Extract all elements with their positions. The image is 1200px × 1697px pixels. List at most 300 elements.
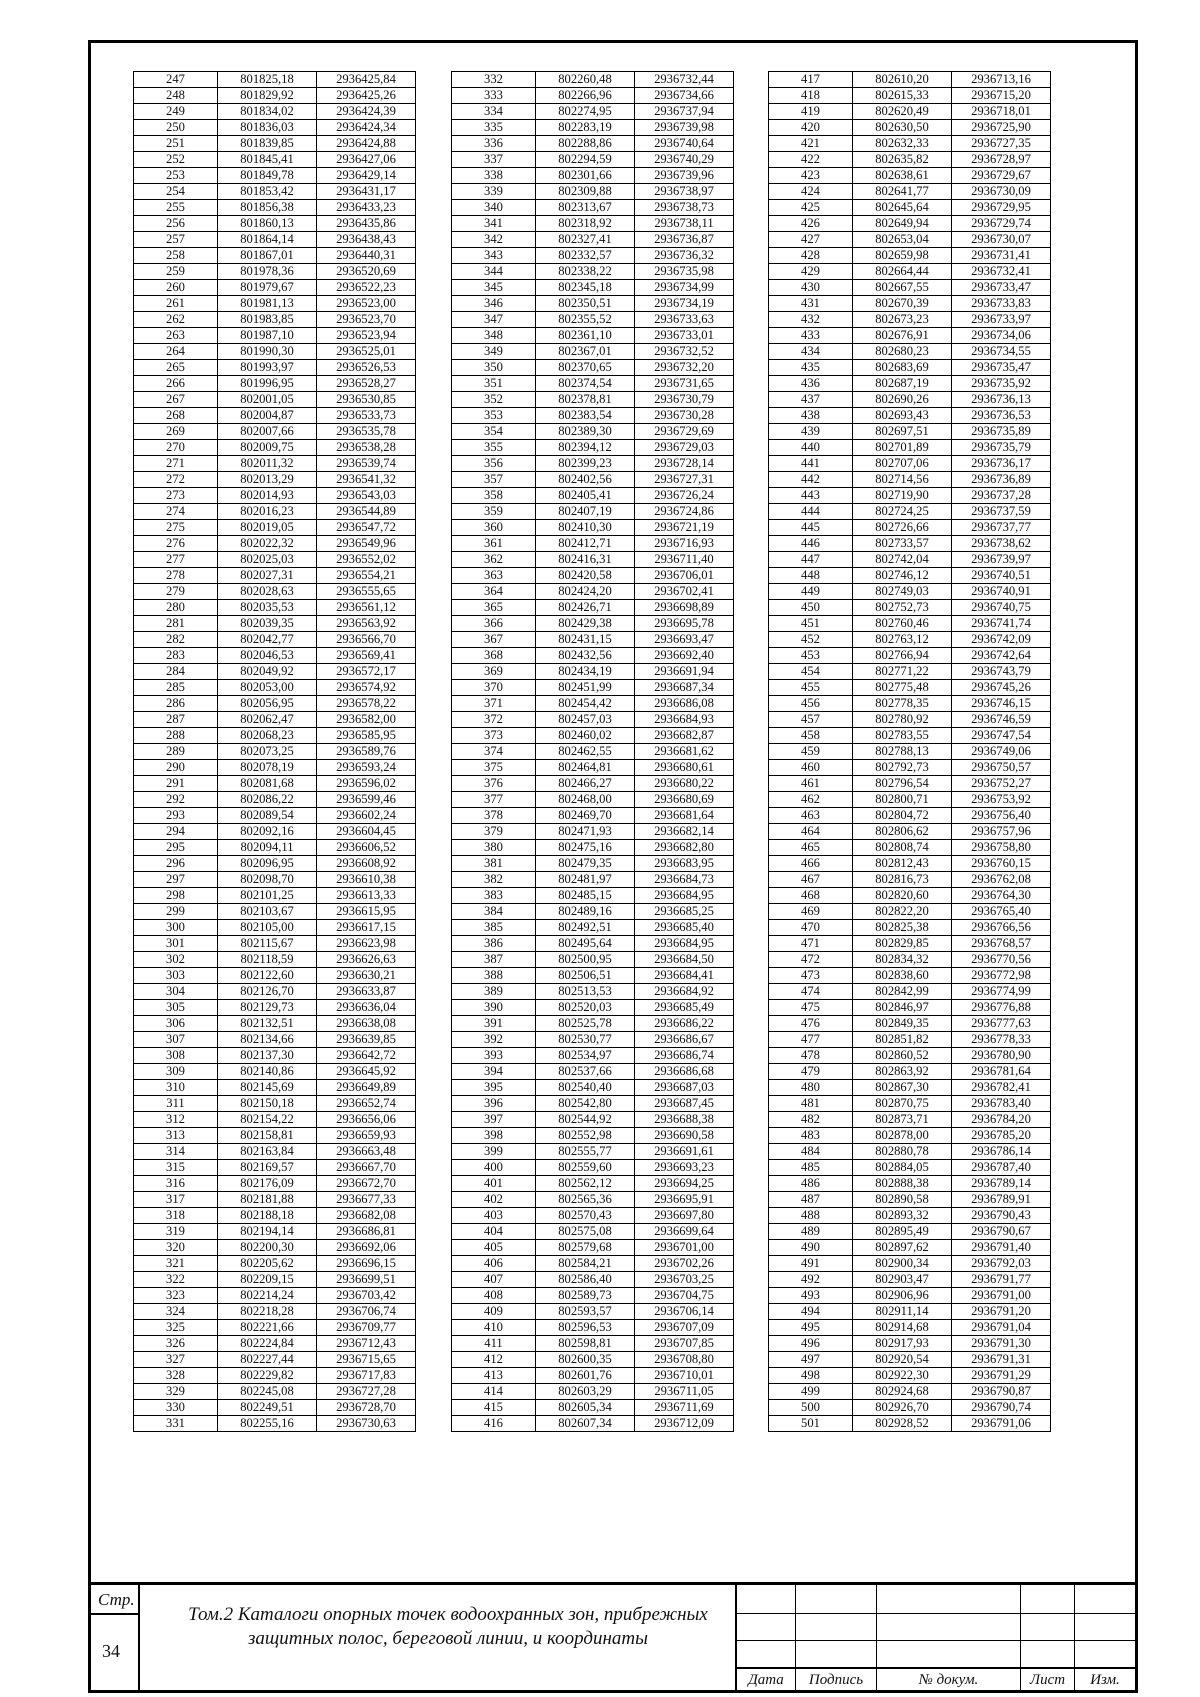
- coord-x: 802822,20: [853, 904, 952, 920]
- coord-y: 2936602,24: [317, 808, 416, 824]
- coord-x: 802338,22: [536, 264, 635, 280]
- point-number: 386: [452, 936, 536, 952]
- coord-x: 802697,51: [853, 424, 952, 440]
- coord-y: 2936734,66: [635, 88, 734, 104]
- table-row: [452, 1352, 734, 1368]
- coord-y: 2936585,95: [317, 728, 416, 744]
- coord-x: 802122,60: [218, 968, 317, 984]
- coord-x: 802086,22: [218, 792, 317, 808]
- coord-y: 2936691,94: [635, 664, 734, 680]
- point-number: 423: [769, 168, 853, 184]
- coord-x: 802089,54: [218, 808, 317, 824]
- table-row: [452, 280, 734, 296]
- point-number: 322: [134, 1272, 218, 1288]
- coord-y: 2936535,78: [317, 424, 416, 440]
- coord-y: 2936738,73: [635, 200, 734, 216]
- coord-x: 802559,60: [536, 1160, 635, 1176]
- coord-y: 2936735,92: [952, 376, 1051, 392]
- coord-x: 802004,87: [218, 408, 317, 424]
- coord-x: 802046,53: [218, 648, 317, 664]
- table-row: [769, 1368, 1051, 1384]
- table-row: [452, 1224, 734, 1240]
- table-row: [452, 584, 734, 600]
- point-number: 353: [452, 408, 536, 424]
- header-signature: Подпись: [808, 1672, 864, 1688]
- coord-y: 2936730,28: [635, 408, 734, 424]
- table-row: [452, 360, 734, 376]
- coord-y: 2936724,86: [635, 504, 734, 520]
- point-number: 446: [769, 536, 853, 552]
- table-row: [769, 1304, 1051, 1320]
- coord-x: 802011,32: [218, 456, 317, 472]
- table-row: [769, 184, 1051, 200]
- point-number: 409: [452, 1304, 536, 1320]
- coord-x: 802194,14: [218, 1224, 317, 1240]
- coord-x: 802092,16: [218, 824, 317, 840]
- table-row: [769, 824, 1051, 840]
- point-number: 326: [134, 1336, 218, 1352]
- coord-x: 802227,44: [218, 1352, 317, 1368]
- coord-x: 802846,97: [853, 1000, 952, 1016]
- table-row: [134, 664, 416, 680]
- table-row: [134, 280, 416, 296]
- point-number: 443: [769, 488, 853, 504]
- coord-x: 802893,32: [853, 1208, 952, 1224]
- point-number: 345: [452, 280, 536, 296]
- coord-y: 2936711,05: [635, 1384, 734, 1400]
- table-row: [769, 264, 1051, 280]
- coord-x: 802693,43: [853, 408, 952, 424]
- coord-x: 802283,19: [536, 120, 635, 136]
- point-number: 369: [452, 664, 536, 680]
- point-number: 468: [769, 888, 853, 904]
- coord-x: 802115,67: [218, 936, 317, 952]
- table-row: [769, 1144, 1051, 1160]
- table-row: [769, 1016, 1051, 1032]
- point-number: 495: [769, 1320, 853, 1336]
- coord-x: 802249,51: [218, 1400, 317, 1416]
- point-number: 305: [134, 1000, 218, 1016]
- coord-x: 802013,29: [218, 472, 317, 488]
- table-row: [134, 1160, 416, 1176]
- point-number: 252: [134, 152, 218, 168]
- coord-x: 802412,71: [536, 536, 635, 552]
- point-number: 396: [452, 1096, 536, 1112]
- table-row: [452, 696, 734, 712]
- point-number: 266: [134, 376, 218, 392]
- coord-y: 2936736,89: [952, 472, 1051, 488]
- coord-y: 2936563,92: [317, 616, 416, 632]
- coord-y: 2936642,72: [317, 1048, 416, 1064]
- point-number: 437: [769, 392, 853, 408]
- table-row: [134, 600, 416, 616]
- coord-x: 802749,03: [853, 584, 952, 600]
- table-row: [134, 840, 416, 856]
- coord-y: 2936672,70: [317, 1176, 416, 1192]
- table-row: [452, 1144, 734, 1160]
- coord-y: 2936716,93: [635, 536, 734, 552]
- coord-x: 802394,12: [536, 440, 635, 456]
- coord-x: 802707,06: [853, 456, 952, 472]
- coord-y: 2936731,65: [635, 376, 734, 392]
- coord-y: 2936702,41: [635, 584, 734, 600]
- coord-x: 802851,82: [853, 1032, 952, 1048]
- coord-x: 802920,54: [853, 1352, 952, 1368]
- table-row: [452, 424, 734, 440]
- coord-y: 2936791,06: [952, 1416, 1051, 1432]
- table-row: [452, 232, 734, 248]
- point-number: 363: [452, 568, 536, 584]
- coord-y: 2936703,25: [635, 1272, 734, 1288]
- table-row: [452, 616, 734, 632]
- point-number: 278: [134, 568, 218, 584]
- table-row: [769, 1000, 1051, 1016]
- coord-x: 802451,99: [536, 680, 635, 696]
- header-date: Дата: [748, 1672, 784, 1688]
- table-row: [769, 648, 1051, 664]
- coord-x: 802214,24: [218, 1288, 317, 1304]
- coord-y: 2936737,28: [952, 488, 1051, 504]
- coord-y: 2936784,20: [952, 1112, 1051, 1128]
- point-number: 249: [134, 104, 218, 120]
- coord-y: 2936732,44: [635, 72, 734, 88]
- point-number: 497: [769, 1352, 853, 1368]
- coord-y: 2936520,69: [317, 264, 416, 280]
- coord-y: 2936549,96: [317, 536, 416, 552]
- coord-x: 802150,18: [218, 1096, 317, 1112]
- table-row: [452, 1288, 734, 1304]
- table-row: [134, 1384, 416, 1400]
- point-number: 458: [769, 728, 853, 744]
- coord-x: 802683,69: [853, 360, 952, 376]
- table-row: [452, 1192, 734, 1208]
- coord-y: 2936741,74: [952, 616, 1051, 632]
- point-number: 479: [769, 1064, 853, 1080]
- coord-y: 2936686,74: [635, 1048, 734, 1064]
- coord-y: 2936729,95: [952, 200, 1051, 216]
- coord-x: 801860,13: [218, 216, 317, 232]
- coord-x: 802025,03: [218, 552, 317, 568]
- coord-y: 2936725,90: [952, 120, 1051, 136]
- point-number: 481: [769, 1096, 853, 1112]
- point-number: 470: [769, 920, 853, 936]
- coord-y: 2936626,63: [317, 952, 416, 968]
- coord-x: 802370,65: [536, 360, 635, 376]
- point-number: 427: [769, 232, 853, 248]
- coord-x: 802806,62: [853, 824, 952, 840]
- point-number: 330: [134, 1400, 218, 1416]
- table-row: [134, 728, 416, 744]
- table-row: [452, 456, 734, 472]
- point-number: 501: [769, 1416, 853, 1432]
- table-row: [769, 712, 1051, 728]
- coord-y: 2936735,79: [952, 440, 1051, 456]
- table-row: [452, 392, 734, 408]
- coord-y: 2936730,07: [952, 232, 1051, 248]
- table-row: [769, 152, 1051, 168]
- table-row: [452, 968, 734, 984]
- coord-x: 802924,68: [853, 1384, 952, 1400]
- table-row: [134, 312, 416, 328]
- table-row: [134, 1144, 416, 1160]
- coord-y: 2936733,97: [952, 312, 1051, 328]
- point-number: 432: [769, 312, 853, 328]
- point-number: 315: [134, 1160, 218, 1176]
- table-row: [452, 1240, 734, 1256]
- coord-x: 802332,57: [536, 248, 635, 264]
- table-row: [769, 728, 1051, 744]
- coord-x: 802022,32: [218, 536, 317, 552]
- table-row: [452, 296, 734, 312]
- table-row: [452, 744, 734, 760]
- coord-y: 2936772,98: [952, 968, 1051, 984]
- coord-y: 2936739,98: [635, 120, 734, 136]
- table-row: [769, 1256, 1051, 1272]
- table-row: [452, 888, 734, 904]
- point-number: 392: [452, 1032, 536, 1048]
- coord-x: 802399,23: [536, 456, 635, 472]
- table-row: [134, 680, 416, 696]
- table-row: [452, 1272, 734, 1288]
- table-row: [769, 744, 1051, 760]
- point-number: 492: [769, 1272, 853, 1288]
- coord-x: 802719,90: [853, 488, 952, 504]
- coord-x: 802895,49: [853, 1224, 952, 1240]
- table-row: [769, 632, 1051, 648]
- table-row: [452, 1064, 734, 1080]
- coord-x: 802804,72: [853, 808, 952, 824]
- coord-y: 2936687,03: [635, 1080, 734, 1096]
- coord-x: 802849,35: [853, 1016, 952, 1032]
- point-number: 350: [452, 360, 536, 376]
- coord-y: 2936740,51: [952, 568, 1051, 584]
- coord-y: 2936695,91: [635, 1192, 734, 1208]
- coord-x: 802209,15: [218, 1272, 317, 1288]
- table-row: [452, 328, 734, 344]
- table-row: [769, 1064, 1051, 1080]
- table-row: [134, 568, 416, 584]
- coord-x: 801996,95: [218, 376, 317, 392]
- point-number: 393: [452, 1048, 536, 1064]
- point-number: 296: [134, 856, 218, 872]
- table-row: [452, 568, 734, 584]
- coord-y: 2936710,01: [635, 1368, 734, 1384]
- point-number: 486: [769, 1176, 853, 1192]
- point-number: 385: [452, 920, 536, 936]
- coord-x: 802838,60: [853, 968, 952, 984]
- coord-y: 2936743,79: [952, 664, 1051, 680]
- table-row: [134, 1320, 416, 1336]
- coord-y: 2936717,83: [317, 1368, 416, 1384]
- coord-x: 801845,41: [218, 152, 317, 168]
- table-row: [452, 1304, 734, 1320]
- point-number: 339: [452, 184, 536, 200]
- coord-y: 2936764,30: [952, 888, 1051, 904]
- coord-x: 802900,34: [853, 1256, 952, 1272]
- coord-x: 802530,77: [536, 1032, 635, 1048]
- coord-y: 2936736,32: [635, 248, 734, 264]
- coord-x: 802653,04: [853, 232, 952, 248]
- point-number: 410: [452, 1320, 536, 1336]
- point-number: 464: [769, 824, 853, 840]
- coord-y: 2936778,33: [952, 1032, 1051, 1048]
- coord-y: 2936684,73: [635, 872, 734, 888]
- table-row: [769, 1416, 1051, 1432]
- point-number: 381: [452, 856, 536, 872]
- coord-x: 802914,68: [853, 1320, 952, 1336]
- table-row: [452, 824, 734, 840]
- point-number: 471: [769, 936, 853, 952]
- table-row: [134, 552, 416, 568]
- table-row: [769, 376, 1051, 392]
- coord-x: 802129,73: [218, 1000, 317, 1016]
- point-number: 457: [769, 712, 853, 728]
- table-row: [134, 1048, 416, 1064]
- point-number: 436: [769, 376, 853, 392]
- table-row: [134, 536, 416, 552]
- coord-y: 2936667,70: [317, 1160, 416, 1176]
- point-number: 362: [452, 552, 536, 568]
- point-number: 335: [452, 120, 536, 136]
- table-row: [134, 184, 416, 200]
- point-number: 394: [452, 1064, 536, 1080]
- coord-y: 2936791,30: [952, 1336, 1051, 1352]
- coord-y: 2936589,76: [317, 744, 416, 760]
- coord-x: 802601,76: [536, 1368, 635, 1384]
- coord-x: 802205,62: [218, 1256, 317, 1272]
- table-row: [134, 744, 416, 760]
- point-number: 452: [769, 632, 853, 648]
- coord-x: 802888,38: [853, 1176, 952, 1192]
- table-row: [134, 1000, 416, 1016]
- point-number: 300: [134, 920, 218, 936]
- coord-y: 2936737,94: [635, 104, 734, 120]
- table-row: [452, 312, 734, 328]
- coord-y: 2936780,90: [952, 1048, 1051, 1064]
- coord-x: 802615,33: [853, 88, 952, 104]
- coord-y: 2936552,02: [317, 552, 416, 568]
- coord-x: 802042,77: [218, 632, 317, 648]
- coord-y: 2936533,73: [317, 408, 416, 424]
- coord-y: 2936686,08: [635, 696, 734, 712]
- coord-x: 802134,66: [218, 1032, 317, 1048]
- point-number: 367: [452, 632, 536, 648]
- table-row: [769, 136, 1051, 152]
- point-number: 419: [769, 104, 853, 120]
- point-number: 258: [134, 248, 218, 264]
- table-row: [769, 216, 1051, 232]
- coord-x: 802313,67: [536, 200, 635, 216]
- coord-y: 2936752,27: [952, 776, 1051, 792]
- coord-x: 802766,94: [853, 648, 952, 664]
- point-number: 272: [134, 472, 218, 488]
- coord-y: 2936740,64: [635, 136, 734, 152]
- table-row: [134, 952, 416, 968]
- coord-x: 802464,81: [536, 760, 635, 776]
- coord-y: 2936659,93: [317, 1128, 416, 1144]
- table-row: [134, 984, 416, 1000]
- point-number: 331: [134, 1416, 218, 1432]
- coord-y: 2936523,00: [317, 296, 416, 312]
- coord-y: 2936578,22: [317, 696, 416, 712]
- point-number: 351: [452, 376, 536, 392]
- coord-y: 2936610,38: [317, 872, 416, 888]
- coord-x: 801864,14: [218, 232, 317, 248]
- point-number: 483: [769, 1128, 853, 1144]
- coord-y: 2936730,63: [317, 1416, 416, 1432]
- coord-y: 2936787,40: [952, 1160, 1051, 1176]
- point-number: 304: [134, 984, 218, 1000]
- point-number: 247: [134, 72, 218, 88]
- point-number: 445: [769, 520, 853, 536]
- point-number: 428: [769, 248, 853, 264]
- coord-x: 801987,10: [218, 328, 317, 344]
- table-row: [134, 472, 416, 488]
- point-number: 279: [134, 584, 218, 600]
- coord-y: 2936736,53: [952, 408, 1051, 424]
- table-row: [134, 856, 416, 872]
- coord-x: 802542,80: [536, 1096, 635, 1112]
- coord-x: 802673,23: [853, 312, 952, 328]
- point-number: 327: [134, 1352, 218, 1368]
- coord-y: 2936692,40: [635, 648, 734, 664]
- coord-x: 802763,12: [853, 632, 952, 648]
- point-number: 270: [134, 440, 218, 456]
- coord-y: 2936746,59: [952, 712, 1051, 728]
- coord-x: 802586,40: [536, 1272, 635, 1288]
- table-row: [134, 632, 416, 648]
- table-row: [769, 1208, 1051, 1224]
- coord-y: 2936781,64: [952, 1064, 1051, 1080]
- point-number: 250: [134, 120, 218, 136]
- point-number: 447: [769, 552, 853, 568]
- coord-x: 802664,44: [853, 264, 952, 280]
- coord-x: 802221,66: [218, 1320, 317, 1336]
- point-number: 281: [134, 616, 218, 632]
- coord-x: 802863,92: [853, 1064, 952, 1080]
- coord-x: 802407,19: [536, 504, 635, 520]
- point-number: 399: [452, 1144, 536, 1160]
- coord-y: 2936791,20: [952, 1304, 1051, 1320]
- coord-y: 2936706,74: [317, 1304, 416, 1320]
- coord-y: 2936528,27: [317, 376, 416, 392]
- point-number: 400: [452, 1160, 536, 1176]
- coord-y: 2936711,69: [635, 1400, 734, 1416]
- table-row: [452, 344, 734, 360]
- coord-y: 2936747,54: [952, 728, 1051, 744]
- coord-y: 2936686,22: [635, 1016, 734, 1032]
- coord-y: 2936693,47: [635, 632, 734, 648]
- point-number: 283: [134, 648, 218, 664]
- coord-y: 2936543,03: [317, 488, 416, 504]
- table-row: [452, 1000, 734, 1016]
- coord-y: 2936790,74: [952, 1400, 1051, 1416]
- table-row: [134, 760, 416, 776]
- point-number: 329: [134, 1384, 218, 1400]
- coord-y: 2936425,84: [317, 72, 416, 88]
- table-row: [134, 1112, 416, 1128]
- table-row: [452, 472, 734, 488]
- table-row: [134, 1352, 416, 1368]
- coord-y: 2936711,40: [635, 552, 734, 568]
- coord-x: 802457,03: [536, 712, 635, 728]
- coord-y: 2936777,63: [952, 1016, 1051, 1032]
- table-row: [134, 424, 416, 440]
- table-row: [134, 1288, 416, 1304]
- coord-y: 2936734,99: [635, 280, 734, 296]
- coord-x: 802649,94: [853, 216, 952, 232]
- table-row: [452, 72, 734, 88]
